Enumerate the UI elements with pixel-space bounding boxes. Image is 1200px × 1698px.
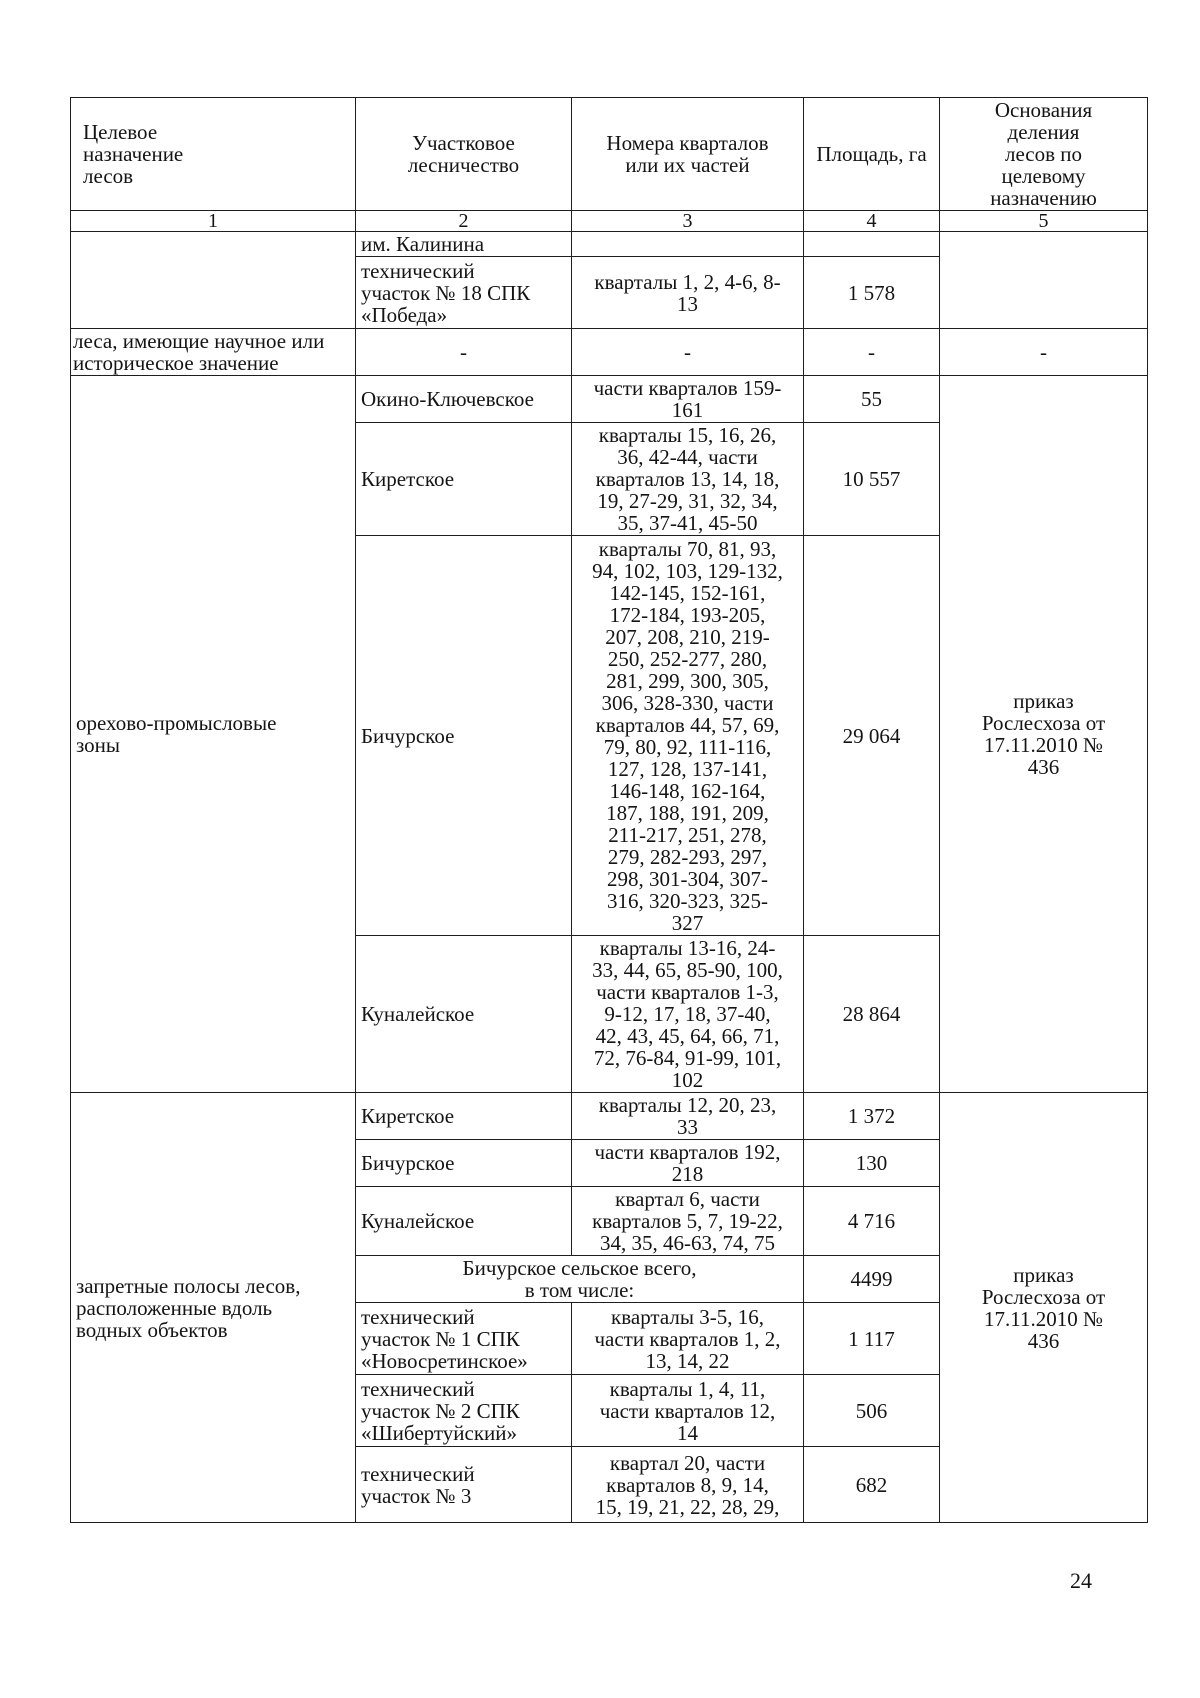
area-cell: 28 864 bbox=[804, 936, 940, 1093]
table-header-row bbox=[71, 98, 1148, 211]
basis-cell: приказ Рослесхоза от 17.11.2010 № 436 bbox=[940, 1093, 1148, 1523]
header-purpose: Целевое назначение лесов bbox=[71, 98, 356, 211]
quarters-cell: кварталы 3-5, 16, части кварталов 1, 2, 13, 14, 22 bbox=[572, 1303, 804, 1375]
column-number: 4 bbox=[804, 211, 940, 232]
header-quarters: Номера кварталов или их частей bbox=[572, 98, 804, 211]
forestry-cell: технический участок № 2 СПК «Шибертуйский» bbox=[356, 1375, 572, 1447]
table-row bbox=[71, 376, 1148, 423]
table-row bbox=[71, 329, 1148, 376]
quarters-cell: кварталы 12, 20, 23, 33 bbox=[572, 1093, 804, 1140]
table-row bbox=[71, 1093, 1148, 1140]
forestry-cell: Киретское bbox=[356, 423, 572, 536]
purpose-cell: запретные полосы лесов, расположенные вдоль водных объектов bbox=[71, 1093, 356, 1523]
area-cell: 682 bbox=[804, 1447, 940, 1523]
forestry-cell: Окино-Ключевское bbox=[356, 376, 572, 423]
quarters-cell bbox=[572, 232, 804, 257]
forestry-cell: Бичурское bbox=[356, 536, 572, 936]
area-cell: 55 bbox=[804, 376, 940, 423]
basis-cell: приказ Рослесхоза от 17.11.2010 № 436 bbox=[940, 376, 1148, 1093]
forest-purpose-table bbox=[70, 97, 1148, 1523]
quarters-cell: кварталы 15, 16, 26, 36, 42-44, части кварталов 13, 14, 18, 19, 27-29, 31, 32, 34, 35, 37-41, 45-50 bbox=[572, 423, 804, 536]
area-cell: 4 716 bbox=[804, 1187, 940, 1256]
quarters-cell: квартал 20, части кварталов 8, 9, 14, 15, 19, 21, 22, 28, 29, bbox=[572, 1447, 804, 1523]
area-cell: 1 117 bbox=[804, 1303, 940, 1375]
column-number: 2 bbox=[356, 211, 572, 232]
area-cell: - bbox=[804, 329, 940, 376]
forestry-cell: им. Калинина bbox=[356, 232, 572, 257]
forestry-cell: технический участок № 3 bbox=[356, 1447, 572, 1523]
area-cell: 10 557 bbox=[804, 423, 940, 536]
quarters-cell: части кварталов 192, 218 bbox=[572, 1140, 804, 1187]
quarters-cell: кварталы 70, 81, 93, 94, 102, 103, 129-132, 142-145, 152-161, 172-184, 193-205, 207, 208, 210, 219- 250, 252-277, 280, 281, 299, 300, 305, 306, 328-330, части кварталов 44, 57, 69, 79, 80, 92, 111-116, 127, 128, 137-141, 146-148, 162-164, 187, 188, 191, 209, 211-217, 251, 278, 279, 282-293, 297, 298, 301-304, 307- 316, 320-323, 325- 327 bbox=[572, 536, 804, 936]
area-cell: 29 064 bbox=[804, 536, 940, 936]
purpose-cell: леса, имеющие научное или историческое значение bbox=[71, 329, 356, 376]
forestry-cell: Куналейское bbox=[356, 936, 572, 1093]
quarters-cell: части кварталов 159- 161 bbox=[572, 376, 804, 423]
area-cell: 4499 bbox=[804, 1256, 940, 1303]
area-cell: 130 bbox=[804, 1140, 940, 1187]
header-basis: Основания деления лесов по целевому назначению bbox=[940, 98, 1148, 211]
quarters-cell: кварталы 1, 2, 4-6, 8- 13 bbox=[572, 257, 804, 329]
column-number-row bbox=[71, 211, 1148, 232]
quarters-cell: - bbox=[572, 329, 804, 376]
basis-cell: - bbox=[940, 329, 1148, 376]
forestry-cell: Киретское bbox=[356, 1093, 572, 1140]
header-area: Площадь, га bbox=[804, 98, 940, 211]
area-cell: 1 372 bbox=[804, 1093, 940, 1140]
forestry-cell: Куналейское bbox=[356, 1187, 572, 1256]
column-number: 1 bbox=[71, 211, 356, 232]
purpose-cell-empty bbox=[71, 232, 356, 329]
basis-cell-empty bbox=[940, 232, 1148, 329]
header-forestry: Участковое лесничество bbox=[356, 98, 572, 211]
forestry-cell: Бичурское bbox=[356, 1140, 572, 1187]
area-cell: 1 578 bbox=[804, 257, 940, 329]
quarters-cell: кварталы 13-16, 24- 33, 44, 65, 85-90, 100, части кварталов 1-3, 9-12, 17, 18, 37-40, 42, 43, 45, 64, 66, 71, 72, 76-84, 91-99, 101, 102 bbox=[572, 936, 804, 1093]
subtotal-label: Бичурское сельское всего, в том числе: bbox=[356, 1256, 804, 1303]
page-number: 24 bbox=[1070, 1568, 1092, 1593]
quarters-cell: кварталы 1, 4, 11, части кварталов 12, 14 bbox=[572, 1375, 804, 1447]
column-number: 3 bbox=[572, 211, 804, 232]
purpose-cell: орехово-промысловые зоны bbox=[71, 376, 356, 1093]
column-number: 5 bbox=[940, 211, 1148, 232]
table-row bbox=[71, 232, 1148, 257]
forestry-cell: технический участок № 1 СПК «Новосретинское» bbox=[356, 1303, 572, 1375]
forestry-cell: технический участок № 18 СПК «Победа» bbox=[356, 257, 572, 329]
forestry-cell: - bbox=[356, 329, 572, 376]
area-cell bbox=[804, 232, 940, 257]
area-cell: 506 bbox=[804, 1375, 940, 1447]
quarters-cell: квартал 6, части кварталов 5, 7, 19-22, 34, 35, 46-63, 74, 75 bbox=[572, 1187, 804, 1256]
